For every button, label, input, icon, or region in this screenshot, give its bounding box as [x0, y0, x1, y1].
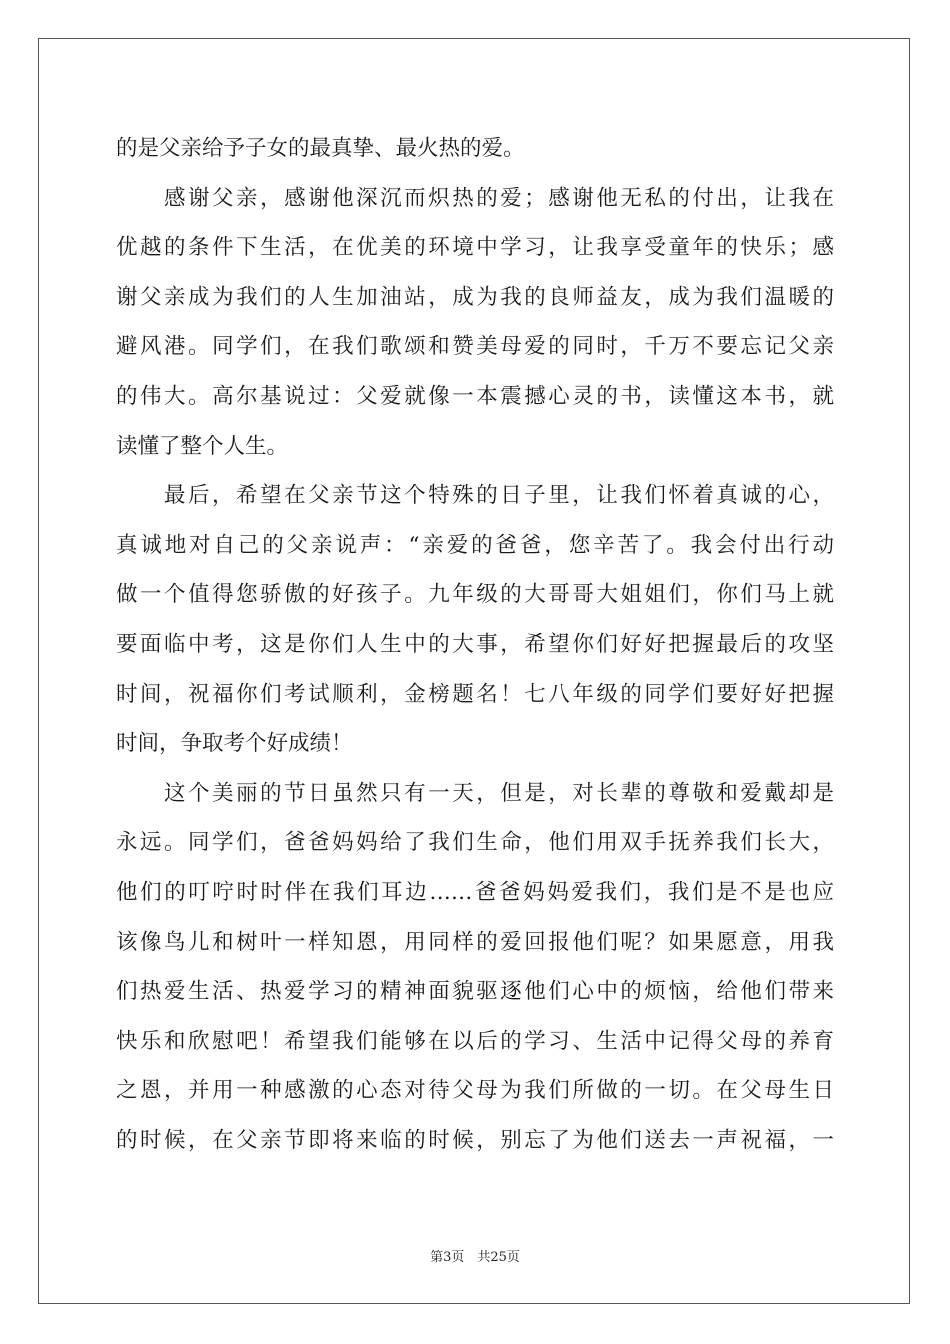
text-line: 避风港。同学们，在我们歌颂和赞美母爱的同时，千万不要忘记父亲: [116, 334, 834, 360]
document-body: [116, 124, 834, 1165]
text-line: 读懂了整个人生。: [116, 433, 289, 459]
text-line: 做一个值得您骄傲的好孩子。九年级的大哥哥大姐姐们，你们马上就: [116, 582, 834, 608]
text-line: 们热爱生活、热爱学习的精神面貌驱逐他们心中的烦恼，给他们带来: [116, 979, 834, 1005]
text-line: 要面临中考，这是你们人生中的大事，希望你们好好把握最后的攻坚: [116, 631, 834, 657]
text-line: 时间，祝福你们考试顺利，金榜题名！七八年级的同学们要好好把握: [116, 681, 834, 707]
text-line: 时间，争取考个好成绩！: [116, 731, 353, 757]
text-line: 之恩，并用一种感激的心态对待父母为我们所做的一切。在父母生日: [116, 1078, 834, 1104]
text-line: 永远。同学们，爸爸妈妈给了我们生命，他们用双手抚养我们长大，: [116, 830, 834, 856]
text-line: 他们的叮咛时时伴在我们耳边……爸爸妈妈爱我们，我们是不是也应: [116, 879, 834, 905]
text-line: 最后，希望在父亲节这个特殊的日子里，让我们怀着真诚的心，: [164, 483, 834, 509]
text-line: 的时候，在父亲节即将来临的时候，别忘了为他们送去一声祝福，一: [116, 1127, 834, 1153]
text-line: 这个美丽的节日虽然只有一天，但是，对长辈的尊敬和爱戴却是: [164, 780, 834, 806]
text-line: 的伟大。高尔基说过：父爱就像一本震撼心灵的书，读懂这本书，就: [116, 383, 834, 409]
text-line: 真诚地对自己的父亲说声：“亲爱的爸爸，您辛苦了。我会付出行动: [116, 532, 834, 558]
text-line: 的是父亲给予子女的最真挚、最火热的爱。: [116, 136, 525, 161]
page-footer: [0, 1246, 950, 1265]
page-number: 第3页 共25页: [430, 1250, 520, 1265]
text-line: 该像鸟儿和树叶一样知恩，用同样的爱回报他们呢？如果愿意，用我: [116, 929, 834, 955]
text-line: 谢父亲成为我们的人生加油站，成为我的良师益友，成为我们温暖的: [116, 284, 834, 310]
text-line: 感谢父亲，感谢他深沉而炽热的爱；感谢他无私的付出，让我在: [164, 185, 834, 211]
text-line: 快乐和欣慰吧！希望我们能够在以后的学习、生活中记得父母的养育: [116, 1028, 834, 1054]
text-line: 优越的条件下生活，在优美的环境中学习，让我享受童年的快乐；感: [116, 235, 834, 261]
